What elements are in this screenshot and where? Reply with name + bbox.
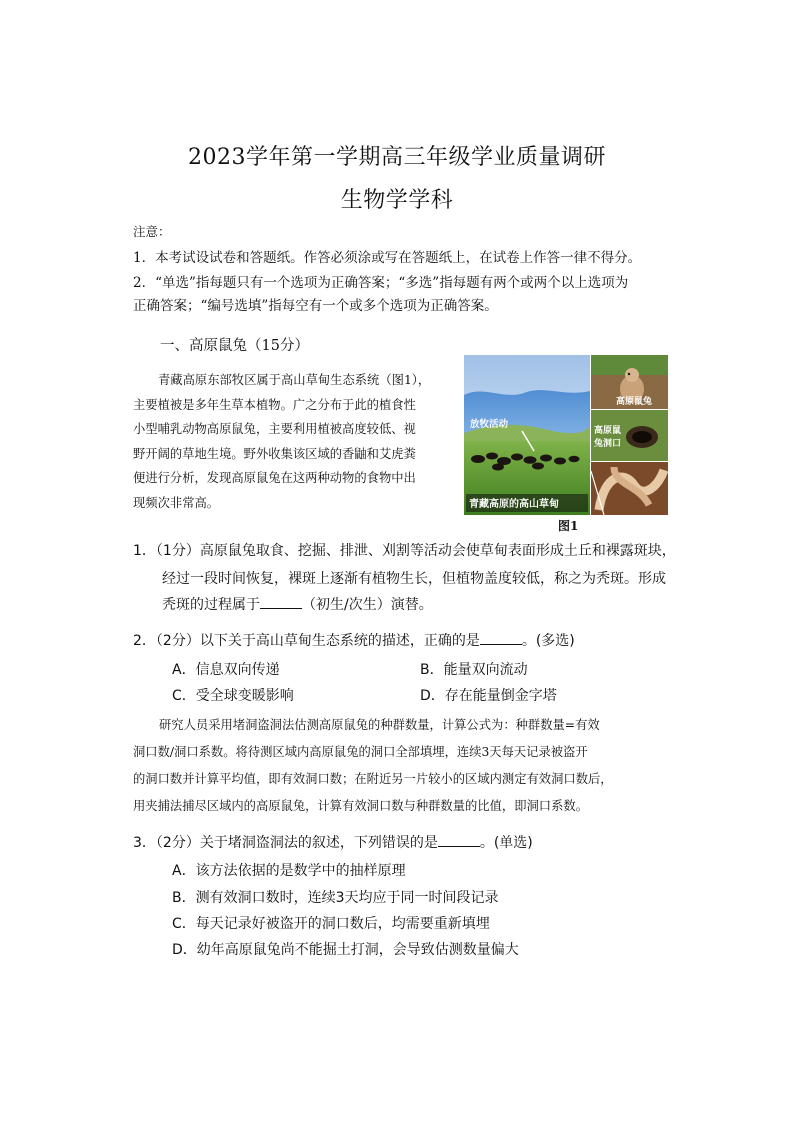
q1-line-3	[162, 594, 433, 614]
intro-line: 便进行分析，发现高原鼠兔在这两种动物的食物中出	[133, 471, 416, 485]
label-burrow-1: 高原鼠	[594, 426, 622, 436]
q1-text-pre: 秃斑的过程属于	[162, 597, 260, 613]
q3-option-a: A．该方法依据的是数学中的抽样原理	[172, 863, 406, 879]
intro-line: 主要植被是多年生草本植物。广之分布于此的植食性	[133, 397, 416, 412]
q2-option-a: A．信息双向传递	[172, 662, 280, 678]
section-intro	[133, 368, 463, 515]
intro-line: 野开阔的草地生境。野外收集该区域的香鼬和艾虎粪	[133, 446, 416, 461]
label-burrow-2: 兔洞口	[594, 439, 622, 449]
q3-text-pre: 3．（2分）关于堵洞盗洞法的叙述，下列错误的是	[133, 835, 438, 851]
q2-text-pre: 2．（2分）以下关于高山草甸生态系统的描述，正确的是	[133, 633, 480, 649]
label-main: 青藏高原的高山草甸	[469, 499, 559, 510]
q1-line-2: 经过一段时间恢复，裸斑上逐渐有植物生长，但植物盖度较低，称之为秃斑。形成	[162, 571, 666, 587]
method-paragraph	[133, 712, 673, 820]
method-line: 研究人员采用堵洞盗洞法估测高原鼠兔的种群数量，计算公式为：种群数量=有效	[159, 718, 600, 732]
q2-stem	[133, 630, 575, 650]
q3-text-post: 。(单选)	[479, 835, 533, 851]
intro-line: 青藏高原东部牧区属于高山草甸生态系统（图1），	[158, 373, 431, 387]
notice-line-2: 2．“单选”指每题只有一个选项为正确答案；“多选”指每题有两个或两个以上选项为	[133, 275, 629, 291]
exam-title: 2023学年第一学期高三年级学业质量调研	[188, 145, 606, 170]
q3-option-b: B．测有效洞口数时，连续3天均应于同一时间段记录	[172, 890, 499, 906]
q2-answer-blank[interactable]	[480, 632, 522, 645]
q2-text-post: 。(多选)	[521, 633, 575, 649]
method-line: 用夹捕法捕尽区域内的高原鼠兔，计算有效洞口数与种群数量的比值，即洞口系数。	[133, 799, 588, 813]
method-line: 洞口数/洞口系数。将待测区域内高原鼠兔的洞口全部填埋，连续3天每天记录被盗开	[133, 745, 588, 759]
notice-line-1: 1．本考试设试卷和答题纸。作答必须涂或写在答题纸上，在试卷上作答一律不得分。	[133, 250, 642, 266]
figure-alpine-meadow	[464, 355, 668, 515]
q2-option-d: D．存在能量倒金字塔	[420, 688, 557, 704]
q3-option-d: D．幼年高原鼠兔尚不能掘土打洞，会导致估测数量偏大	[172, 942, 519, 958]
q1-line-1: 1．（1分）高原鼠兔取食、挖掘、排泄、刈割等活动会使草甸表面形成土丘和裸露斑块，	[133, 543, 676, 559]
figure-caption: 图1	[558, 519, 579, 533]
q3-stem	[133, 832, 533, 852]
q3-option-c: C．每天记录好被盗开的洞口数后，均需要重新填埋	[172, 916, 490, 932]
q1-text-post: （初生/次生）演替。	[302, 597, 433, 613]
method-line: 的洞口数并计算平均值，即有效洞口数；在附近另一片较小的区域内测定有效洞口数后，	[133, 772, 613, 786]
notice-line-3: 正确答案；“编号选填”指每空有一个或多个选项为正确答案。	[133, 298, 498, 314]
q2-option-b: B．能量双向流动	[420, 662, 528, 678]
notice-heading: 注意：	[133, 224, 171, 239]
subject-title: 生物学学科	[340, 188, 454, 213]
label-grazing: 放牧活动	[470, 419, 509, 430]
section-title: 一、高原鼠兔（15分）	[160, 338, 309, 354]
intro-line: 小型哺乳动物高原鼠兔，主要利用植被高度较低、视	[133, 422, 416, 436]
q3-answer-blank[interactable]	[438, 834, 480, 847]
label-pika: 高原鼠兔	[616, 397, 653, 407]
q2-option-c: C．受全球变暖影响	[172, 688, 294, 704]
q1-answer-blank[interactable]	[260, 596, 302, 609]
intro-line: 现频次非常高。	[133, 495, 220, 510]
